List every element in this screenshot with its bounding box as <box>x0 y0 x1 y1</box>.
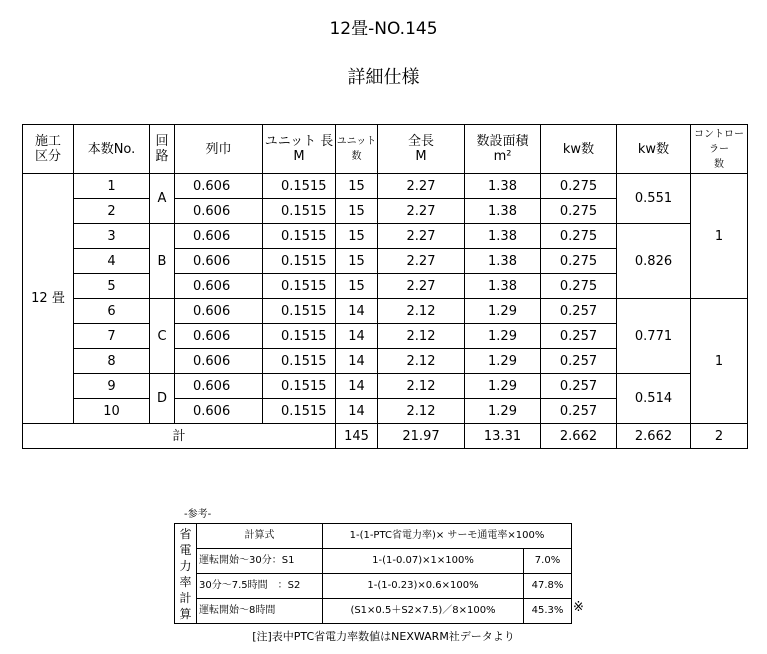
row-units: 15 <box>336 249 378 274</box>
row-total-length: 2.12 <box>378 299 465 324</box>
ref-row-label: 運転開始～8時間 <box>197 599 323 624</box>
totals-row <box>23 424 748 449</box>
row-number: 5 <box>74 274 150 299</box>
totals-area: 13.31 <box>465 424 541 449</box>
totals-units: 145 <box>336 424 378 449</box>
power-saving-vertical-label: 省 電 力 率 計 算 <box>175 524 197 624</box>
row-area: 1.29 <box>465 324 541 349</box>
ref-row <box>175 599 572 624</box>
area-label: 12 畳 <box>23 174 74 424</box>
circuit-kw-total: 0.826 <box>617 224 691 299</box>
row-width: 0.606 <box>175 199 263 224</box>
ref-row-label: 30分～7.5時間 ：S2 <box>197 574 323 599</box>
header-install-area: 数設面積 m² <box>465 125 541 174</box>
asterisk-mark: ※ <box>573 600 584 615</box>
row-total-length: 2.27 <box>378 224 465 249</box>
row-number: 7 <box>74 324 150 349</box>
row-number: 8 <box>74 349 150 374</box>
ref-header-formula: 1-(1-PTC省電力率)× サーモ通電率×100% <box>323 524 572 549</box>
row-area: 1.29 <box>465 374 541 399</box>
row-area: 1.29 <box>465 299 541 324</box>
table-header-row <box>23 125 748 174</box>
ref-row-label: 運転開始～30分：S1 <box>197 549 323 574</box>
ref-row-value: 7.0% <box>524 549 572 574</box>
ref-row-value: 45.3% <box>524 599 572 624</box>
row-unit-length: 0.1515 <box>263 299 336 324</box>
table-row <box>23 224 748 249</box>
row-units: 14 <box>336 399 378 424</box>
row-number: 4 <box>74 249 150 274</box>
row-unit-length: 0.1515 <box>263 324 336 349</box>
row-kw: 0.275 <box>541 274 617 299</box>
row-total-length: 2.12 <box>378 374 465 399</box>
row-total-length: 2.12 <box>378 399 465 424</box>
ref-row-formula: 1-(1-0.07)×1×100% <box>323 549 524 574</box>
row-total-length: 2.12 <box>378 349 465 374</box>
header-row-width: 列巾 <box>175 125 263 174</box>
document-subtitle: 詳細仕様 <box>347 67 420 88</box>
row-width: 0.606 <box>175 349 263 374</box>
row-total-length: 2.27 <box>378 274 465 299</box>
row-kw: 0.275 <box>541 249 617 274</box>
header-unit-count: ユニット 数 <box>336 125 378 174</box>
circuit-name: C <box>150 299 175 374</box>
totals-total-length: 21.97 <box>378 424 465 449</box>
row-width: 0.606 <box>175 174 263 199</box>
row-number: 6 <box>74 299 150 324</box>
power-saving-table <box>174 523 572 624</box>
row-number: 3 <box>74 224 150 249</box>
table-row <box>23 299 748 324</box>
row-width: 0.606 <box>175 249 263 274</box>
row-unit-length: 0.1515 <box>263 249 336 274</box>
row-units: 15 <box>336 274 378 299</box>
row-area: 1.29 <box>465 349 541 374</box>
header-kw: kw数 <box>541 125 617 174</box>
row-unit-length: 0.1515 <box>263 174 336 199</box>
row-area: 1.38 <box>465 199 541 224</box>
circuit-kw-total: 0.514 <box>617 374 691 424</box>
row-unit-length: 0.1515 <box>263 199 336 224</box>
circuit-kw-total: 0.771 <box>617 299 691 374</box>
ref-header-label: 計算式 <box>197 524 323 549</box>
circuit-name: A <box>150 174 175 224</box>
row-total-length: 2.27 <box>378 249 465 274</box>
ref-row-formula: (S1×0.5＋S2×7.5)／8×100% <box>323 599 524 624</box>
row-number: 9 <box>74 374 150 399</box>
row-units: 15 <box>336 199 378 224</box>
row-unit-length: 0.1515 <box>263 374 336 399</box>
row-unit-length: 0.1515 <box>263 274 336 299</box>
spec-table <box>22 124 748 449</box>
document-title: 12畳-NO.145 <box>329 19 438 39</box>
header-unit-length: ユニット 長 M <box>263 125 336 174</box>
header-kw-circuit: kw数 <box>617 125 691 174</box>
row-unit-length: 0.1515 <box>263 224 336 249</box>
table-row <box>23 174 748 199</box>
row-units: 14 <box>336 299 378 324</box>
totals-controllers: 2 <box>691 424 748 449</box>
row-area: 1.38 <box>465 274 541 299</box>
row-total-length: 2.12 <box>378 324 465 349</box>
row-total-length: 2.27 <box>378 174 465 199</box>
circuit-kw-total: 0.551 <box>617 174 691 224</box>
row-kw: 0.275 <box>541 224 617 249</box>
row-width: 0.606 <box>175 324 263 349</box>
ref-row <box>175 574 572 599</box>
ref-row <box>175 549 572 574</box>
footnote: [注]表中PTC省電力率数値はNEXWARM社データより <box>252 630 515 643</box>
row-kw: 0.257 <box>541 374 617 399</box>
row-width: 0.606 <box>175 274 263 299</box>
controller-count: 1 <box>691 299 748 424</box>
row-width: 0.606 <box>175 399 263 424</box>
table-row <box>23 374 748 399</box>
row-width: 0.606 <box>175 299 263 324</box>
row-area: 1.38 <box>465 174 541 199</box>
totals-kw: 2.662 <box>541 424 617 449</box>
row-area: 1.38 <box>465 224 541 249</box>
row-total-length: 2.27 <box>378 199 465 224</box>
row-kw: 0.257 <box>541 399 617 424</box>
row-kw: 0.275 <box>541 174 617 199</box>
controller-count: 1 <box>691 174 748 299</box>
header-controller-count: コントローラー 数 <box>691 125 748 174</box>
row-kw: 0.275 <box>541 199 617 224</box>
row-number: 1 <box>74 174 150 199</box>
row-units: 14 <box>336 324 378 349</box>
row-number: 10 <box>74 399 150 424</box>
row-units: 15 <box>336 174 378 199</box>
totals-label: 計 <box>23 424 336 449</box>
row-area: 1.38 <box>465 249 541 274</box>
ref-header-row <box>175 524 572 549</box>
row-units: 15 <box>336 224 378 249</box>
row-unit-length: 0.1515 <box>263 399 336 424</box>
header-circuit: 回 路 <box>150 125 175 174</box>
row-kw: 0.257 <box>541 349 617 374</box>
row-width: 0.606 <box>175 374 263 399</box>
row-unit-length: 0.1515 <box>263 349 336 374</box>
row-area: 1.29 <box>465 399 541 424</box>
totals-kw-circuits: 2.662 <box>617 424 691 449</box>
row-units: 14 <box>336 374 378 399</box>
header-number: 本数No. <box>74 125 150 174</box>
row-width: 0.606 <box>175 224 263 249</box>
ref-row-formula: 1-(1-0.23)×0.6×100% <box>323 574 524 599</box>
row-kw: 0.257 <box>541 324 617 349</box>
reference-label: -参考- <box>184 509 212 520</box>
header-total-length: 全長 M <box>378 125 465 174</box>
ref-row-value: 47.8% <box>524 574 572 599</box>
row-units: 14 <box>336 349 378 374</box>
header-construction-area: 施工 区分 <box>23 125 74 174</box>
circuit-name: B <box>150 224 175 299</box>
row-kw: 0.257 <box>541 299 617 324</box>
circuit-name: D <box>150 374 175 424</box>
row-number: 2 <box>74 199 150 224</box>
